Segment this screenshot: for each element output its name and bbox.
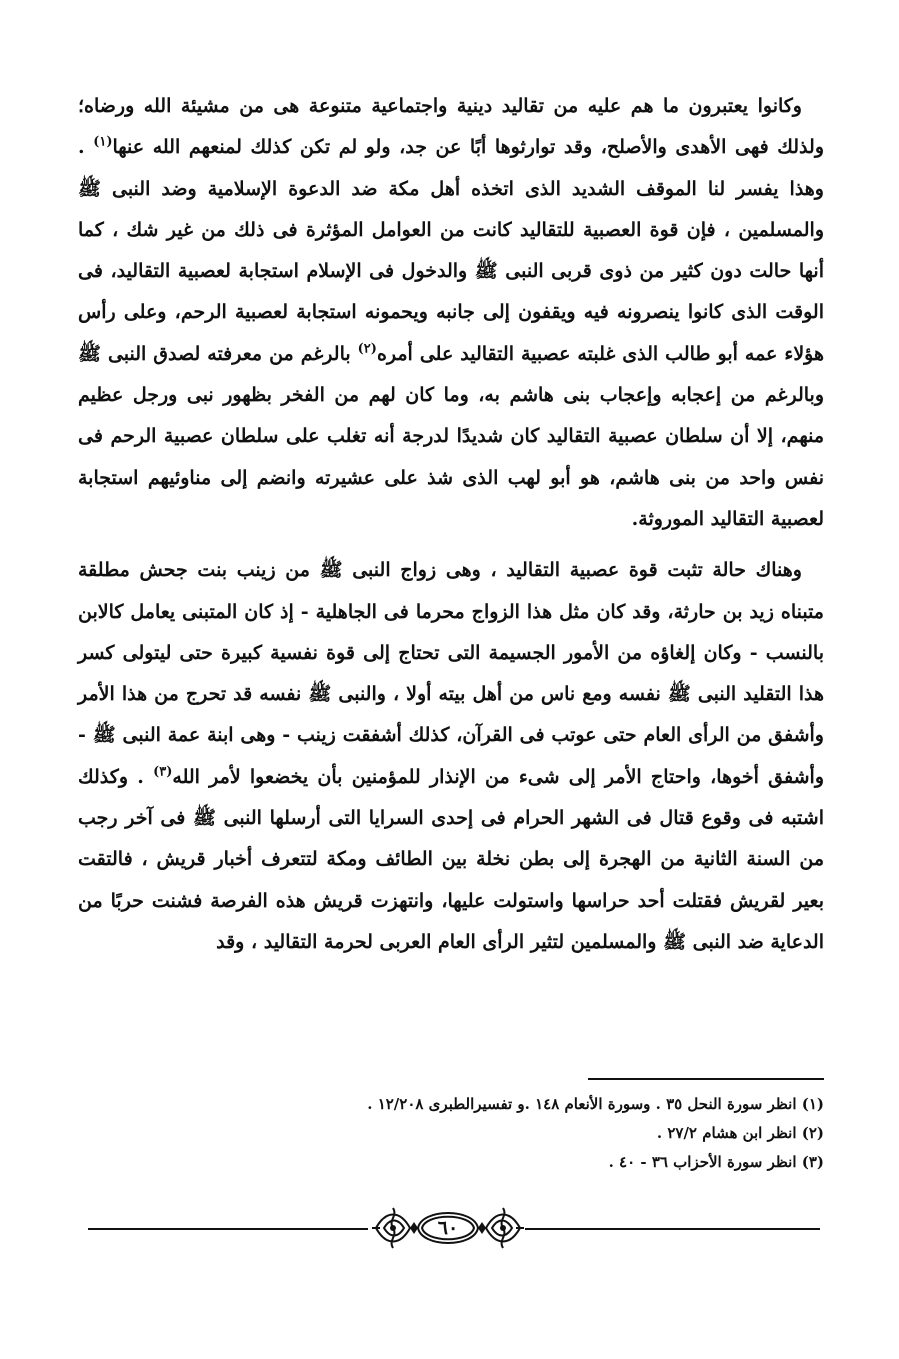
main-text (78, 86, 824, 963)
paragraph-1 (78, 86, 824, 540)
text-segment: . وكذلك اشتبه فى وقوع قتال فى الشهر الحرام فى إحدى السرايا التى أرسلها النبى ﷺ فى آخر رجب من السنة الثانية من الهجرة إلى بطن نخلة بين الطائف ومكة لتتعرف أخبار قريش ، فالتقت بعير لقريش فقتلت أحد حراسها واستولت عليها، وانتهزت قريش هذه الفرصة فشنت حربًا من الدعاية ضد النبى ﷺ والمسلمين لتثير الرأى العام العربى لحرمة التقاليد ، وقد (78, 765, 824, 953)
footnote-3: (٣) انظر سورة الأحزاب ٣٦ - ٤٠ . (608, 1153, 824, 1171)
text-segment: . وهذا يفسر لنا الموقف الشديد الذى اتخذه أهل مكة ضد الدعوة الإسلامية وضد النبى ﷺ والمسلمين ، فإن قوة العصبية للتقاليد كانت من العوامل المؤثرة فى ذلك من غير شك ، كما أنها حالت دون كثير من ذوى قربى النبى ﷺ والدخول فى الإسلام استجابة لعصبية التقاليد، فى الوقت الذى كانوا ينصرونه فيه ويقفون إلى جانبه ويحمونه استجابة لعصبية الرحم، وعلى رأس هؤلاء عمه أبو طالب الذى غلبته عصبية التقاليد على أمره (78, 136, 824, 365)
footer-rule-left (88, 1228, 368, 1230)
paragraph-2 (78, 550, 824, 963)
text-segment: بالرغم من معرفته لصدق النبى ﷺ وبالرغم من إعجابه وإعجاب بنى هاشم به، وما كان لهم من الفخر بظهور نبى ورجل عظيم منهم، إلا أن سلطان عصبية التقاليد كان شديدًا لدرجة أنه تغلب على سلطان عصبية الرحم فى نفس واحد من بنى هاشم، هو أبو لهب الذى شذ على عشيرته وانضم إلى مناوئيهم استجابة لعصبية التقاليد الموروثة. (78, 342, 824, 530)
footer-rule-right (525, 1228, 820, 1230)
footnote-ref-1: (١) (93, 134, 113, 150)
footnote-1: (١) انظر سورة النحل ٣٥ . وسورة الأنعام ١٤٨ .و تفسيرالطبرى ١٢/٢٠٨ . (367, 1095, 824, 1113)
footnotes (78, 1090, 824, 1177)
text-segment: وهناك حالة تثبت قوة عصبية التقاليد ، وهى زواج النبى ﷺ من زينب بنت جحش مطلقة متبناه زيد بن حارثة، وقد كان مثل هذا الزواج محرما فى الجاهلية - إذ كان المتبنى يعامل كالابن بالنسب - وكان إلغاؤه من الأمور الجسيمة التى تحتاج إلى قوة نفسية كبيرة حتى ليتولى كسر هذا التقليد النبى ﷺ نفسه ومع ناس من أهل بيته أولا ، والنبى ﷺ نفسه قد تحرج من هذا الأمر وأشفق من الرأى العام حتى عوتب فى القرآن، كذلك أشفقت زينب - وهى ابنة عمة النبى ﷺ - وأشفق أخوها، واحتاج الأمر إلى شىء من الإنذار للمؤمنين بأن يخضعوا لأمر الله (78, 559, 824, 788)
footnote-separator (588, 1078, 824, 1080)
footnote-2: (٢) انظر ابن هشام ٢٧/٢ . (656, 1124, 824, 1142)
page-number: ٦٠ (437, 1217, 459, 1239)
footnote-ref-2: (٢) (357, 341, 377, 357)
text-segment: وكانوا يعتبرون ما هم عليه من تقاليد دينية واجتماعية متنوعة هى من مشيئة الله ورضاه؛ ولذلك فهى الأهدى والأصلح، وقد توارثوها أبًا عن جد، ولو لم تكن كذلك لمنعهم الله عنها (78, 95, 824, 159)
footnote-ref-3: (٣) (153, 764, 173, 780)
